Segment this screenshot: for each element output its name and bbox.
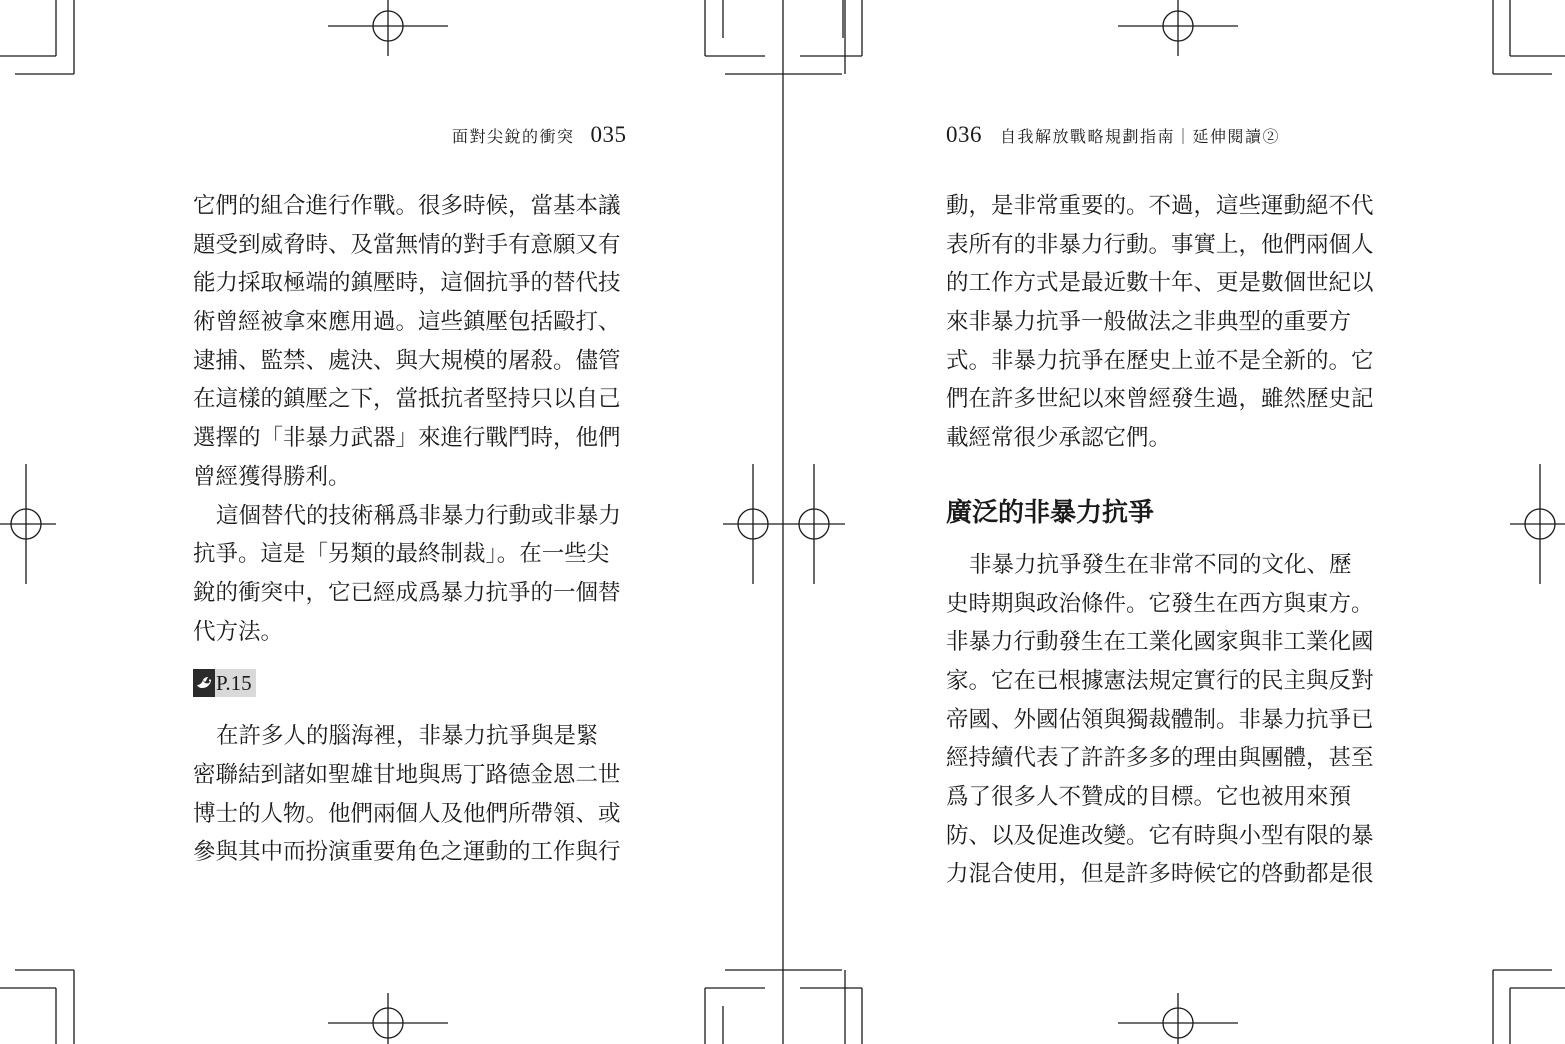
right-running-header bbox=[946, 122, 1280, 154]
crop-mark-top-left bbox=[0, 0, 74, 74]
text-line: 載經常很少承認它們。 bbox=[946, 425, 1172, 452]
crop-mark-top-right bbox=[1493, 0, 1565, 74]
text-line: 史時期與政治條件。它發生在西方與東方。 bbox=[946, 590, 1374, 617]
left-running-title: 面對尖銳的衝突 bbox=[452, 127, 575, 146]
text-line: 動，是非常重要的。不過，這些運動絕不代 bbox=[946, 193, 1374, 219]
text-line: 在許多人的腦海裡，非暴力抗爭與是緊 bbox=[216, 723, 599, 750]
registration-mark-mid-right bbox=[1510, 464, 1565, 584]
left-page-body bbox=[193, 187, 621, 872]
text-line: 密聯結到諸如聖雄甘地與馬丁路德金恩二世 bbox=[193, 761, 621, 788]
text-line: 它們的組合進行作戰。很多時候，當基本議 bbox=[193, 193, 621, 219]
text-line: 的工作方式是最近數十年、更是數個世紀以 bbox=[946, 270, 1374, 297]
text-line: 銳的衝突中，它已經成爲暴力抗爭的一個替 bbox=[193, 579, 621, 606]
text-line: 題受到威脅時、及當無情的對手有意願又有 bbox=[193, 231, 621, 258]
registration-mark-top-left bbox=[328, 0, 448, 56]
bird-icon bbox=[193, 669, 215, 697]
text-line: 選擇的「非暴力武器」來進行戰鬥時，他們 bbox=[193, 425, 621, 452]
crop-mark-bottom-left bbox=[0, 970, 74, 1044]
registration-mark-mid-left bbox=[0, 464, 56, 584]
left-running-header bbox=[452, 122, 627, 154]
section-heading: 廣泛的非暴力抗爭 bbox=[946, 497, 1155, 528]
right-page-number: 036 bbox=[946, 122, 982, 147]
text-line: 能力採取極端的鎮壓時，這個抗爭的替代技 bbox=[193, 270, 621, 297]
registration-mark-top-right bbox=[1118, 0, 1238, 56]
text-line: 力混合使用，但是許多時候它的啓動都是很 bbox=[946, 861, 1374, 888]
text-line: 式。非暴力抗爭在歷史上並不是全新的。它 bbox=[946, 347, 1374, 374]
text-line: 家。它在已根據憲法規定實行的民主與反對 bbox=[946, 667, 1374, 694]
registration-mark-bottom-right bbox=[1118, 993, 1238, 1044]
page-reference-label: P.15 bbox=[216, 671, 252, 696]
registration-mark-center-left bbox=[723, 464, 783, 584]
registration-mark-center-right bbox=[783, 464, 845, 584]
text-line: 曾經獲得勝利。 bbox=[193, 463, 351, 490]
text-line: 們在許多世紀以來曾經發生過，雖然歷史記 bbox=[946, 386, 1374, 413]
text-line: 來非暴力抗爭一般做法之非典型的重要方 bbox=[946, 309, 1352, 336]
crop-mark-bottom-right bbox=[1493, 970, 1565, 1044]
text-line: 逮捕、監禁、處決、與大規模的屠殺。儘管 bbox=[193, 347, 621, 374]
text-line: 抗爭。這是「另類的最終制裁」。在一些尖 bbox=[193, 541, 610, 568]
text-line: 參與其中而扮演重要角色之運動的工作與行 bbox=[193, 839, 621, 866]
text-line: 代方法。 bbox=[193, 618, 284, 645]
text-line: 術曾經被拿來應用過。這些鎮壓包括毆打、 bbox=[193, 309, 621, 336]
right-page-body bbox=[946, 187, 1374, 894]
text-line: 表所有的非暴力行動。事實上，他們兩個人 bbox=[946, 231, 1374, 258]
left-page-number: 035 bbox=[590, 122, 627, 147]
registration-mark-bottom-left bbox=[328, 993, 448, 1044]
page-reference-badge bbox=[193, 669, 256, 697]
text-line: 防、以及促進改變。它有時與小型有限的暴 bbox=[946, 822, 1374, 849]
text-line: 博士的人物。他們兩個人及他們所帶領、或 bbox=[193, 800, 621, 827]
text-line: 帝國、外國佔領與獨裁體制。非暴力抗爭已 bbox=[946, 706, 1374, 733]
text-line: 非暴力抗爭發生在非常不同的文化、歷 bbox=[969, 551, 1352, 578]
text-line: 經持續代表了許許多多的理由與團體，甚至 bbox=[946, 745, 1374, 772]
text-line: 這個替代的技術稱爲非暴力行動或非暴力 bbox=[216, 502, 622, 529]
right-running-title: 自我解放戰略規劃指南｜延伸閱讀② bbox=[1000, 127, 1281, 146]
text-line: 爲了很多人不贊成的目標。它也被用來預 bbox=[946, 783, 1352, 810]
text-line: 在這樣的鎮壓之下，當抵抗者堅持只以自己 bbox=[193, 386, 621, 413]
text-line: 非暴力行動發生在工業化國家與非工業化國 bbox=[946, 629, 1374, 656]
